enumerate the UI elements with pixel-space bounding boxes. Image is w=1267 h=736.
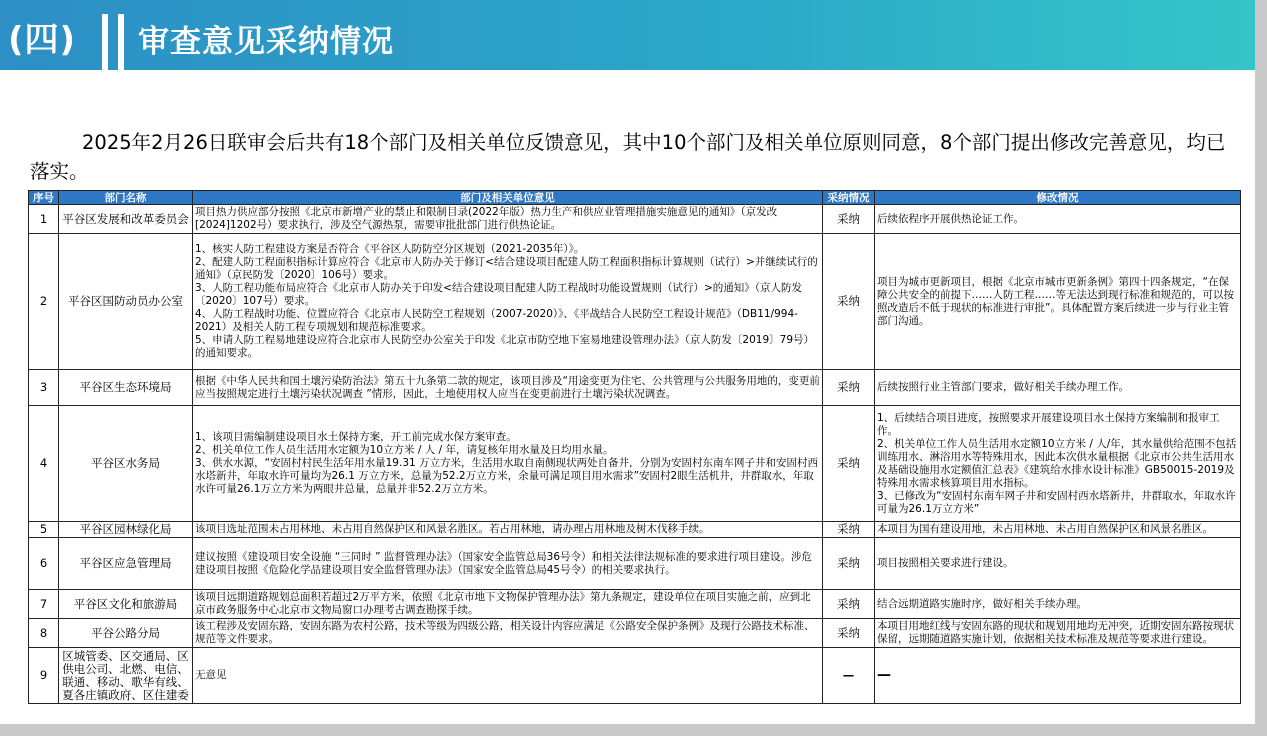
- row-adopt-status: 采纳: [823, 205, 875, 234]
- row-dept-name: 平谷区文化和旅游局: [59, 590, 193, 619]
- slide-frame-bottom: [0, 724, 1267, 736]
- row-change-status: 项目按照相关要求进行建设。: [875, 538, 1241, 590]
- table-row: [29, 370, 1241, 406]
- row-number: 5: [29, 522, 59, 538]
- header-divider-bar: [102, 14, 108, 72]
- row-change-status: 后续依程序开展供热论证工作。: [875, 205, 1241, 234]
- row-number: 9: [29, 648, 59, 704]
- row-dept-name: 平谷区应急管理局: [59, 538, 193, 590]
- row-dept-name: 平谷公路分局: [59, 619, 193, 648]
- row-adopt-status: 采纳: [823, 234, 875, 370]
- row-change-status: —: [875, 648, 1241, 704]
- row-opinion: 建议按照《建设项目安全设施 “三同时 ” 监督管理办法》（国家安全监管总局36号令）和相关法律法规标准的要求进行项目建设。涉危建设项目按照《危险化学品建设项目安全监督管理办法》（国家安全监管总局45号令）的相关要求执行。: [193, 538, 823, 590]
- section-number: (四): [8, 20, 77, 60]
- col-header-opinion: 部门及相关单位意见: [193, 191, 823, 205]
- table-header-row: [29, 191, 1241, 205]
- row-adopt-status: 采纳: [823, 619, 875, 648]
- table-row: [29, 538, 1241, 590]
- col-header-no: 序号: [29, 191, 59, 205]
- row-opinion: 该项目远期道路规划总面积若超过2万平方米，依照《北京市地下文物保护管理办法》第九条规定，建设单位在项目实施之前，应到北京市政务服务中心北京市文物局窗口办理考古调查勘探手续。: [193, 590, 823, 619]
- section-header: [0, 0, 1267, 70]
- slide-frame-right: [1255, 0, 1267, 736]
- row-dept-name: 平谷区国防动员办公室: [59, 234, 193, 370]
- row-change-status: 结合远期道路实施时序，做好相关手续办理。: [875, 590, 1241, 619]
- row-change-status: 本项目为国有建设用地，未占用林地、未占用自然保护区和风景名胜区。: [875, 522, 1241, 538]
- row-adopt-status: 采纳: [823, 370, 875, 406]
- row-change-status: 1、后续结合项目进度，按照要求开展建设项目水土保持方案编制和报审工作。 2、机关单位工作人员生活用水定额10立方米 / 人/年，其水量供给范围不包括训练用水、淋浴用水等特殊用水，因此本次供水量根据《北京市公共生活用水及基础设施用水定额值汇总表》《建筑给水排水设计标准》GB50015-2019及特殊用水需求核算项目用水指标。 3、已修改为“安固村东南车网子井和安固村西水塔新井，井群取水，年取水许可量为26.1万立方米”: [875, 406, 1241, 522]
- row-number: 1: [29, 205, 59, 234]
- table-row: [29, 406, 1241, 522]
- row-change-status: 本项目用地红线与安固东路的现状和规划用地均无冲突，近期安固东路按现状保留，远期随道路实施计划，依据相关技术标准及规范等要求进行建设。: [875, 619, 1241, 648]
- page-title: 审查意见采纳情况: [138, 24, 394, 60]
- row-adopt-status: —: [823, 648, 875, 704]
- row-dept-name: 平谷区园林绿化局: [59, 522, 193, 538]
- col-header-dept: 部门名称: [59, 191, 193, 205]
- row-number: 8: [29, 619, 59, 648]
- table-row: [29, 590, 1241, 619]
- opinion-table: [28, 190, 1241, 704]
- col-header-change: 修改情况: [875, 191, 1241, 205]
- row-number: 7: [29, 590, 59, 619]
- row-opinion: 该项目选址范围未占用林地、未占用自然保护区和风景名胜区。若占用林地，请办理占用林地及树木伐移手续。: [193, 522, 823, 538]
- col-header-adopt: 采纳情况: [823, 191, 875, 205]
- row-dept-name: 区城管委、区交通局、区供电公司、北燃、电信、联通、移动、歌华有线、夏各庄镇政府、区住建委: [59, 648, 193, 704]
- row-dept-name: 平谷区发展和改革委员会: [59, 205, 193, 234]
- row-change-status: 项目为城市更新项目，根据《北京市城市更新条例》第四十四条规定，“在保障公共安全的前提下……人防工程……等无法达到现行标准和规范的，可以按照改造后不低于现状的标准进行审批”。具体配置方案后续进一步与行业主管部门沟通。: [875, 234, 1241, 370]
- row-adopt-status: 采纳: [823, 538, 875, 590]
- row-opinion: 1、核实人防工程建设方案是否符合《平谷区人防防空分区规划（2021-2035年）》。 2、配建人防工程面积指标计算应符合《北京市人防办关于修订<结合建设项目配建人防工程面积指标计算规则（试行）>并继续试行的通知》（京民防发〔2020〕106号）要求。 3、人防工程功能布局应符合《北京市人防办关于印发<结合建设项目配建人防工程战时功能设置规则（试行）>的通知》（京人防发〔2020〕107号）要求。 4、人防工程战时功能、位置应符合《北京市人民防空工程规划（2007-2020）》、《平战结合人民防空工程设计规范》（DB11/994-2021）及相关人防工程专项规划和规范标准要求。 5、申请人防工程易地建设应符合北京市人民防空办公室关于印发《北京市防空地下室易地建设管理办法》（京人防发〔2019〕79号）的通知要求。: [193, 234, 823, 370]
- row-opinion: 根据《中华人民共和国土壤污染防治法》第五十九条第二款的规定，该项目涉及“用途变更为住宅、公共管理与公共服务用地的，变更前应当按照规定进行土壤污染状况调查 ”情形，因此，土地使用权人应当在变更前进行土壤污染状况调查。: [193, 370, 823, 406]
- row-number: 3: [29, 370, 59, 406]
- row-number: 4: [29, 406, 59, 522]
- table-row: [29, 234, 1241, 370]
- row-change-status: 后续按照行业主管部门要求，做好相关手续办理工作。: [875, 370, 1241, 406]
- row-dept-name: 平谷区生态环境局: [59, 370, 193, 406]
- row-adopt-status: 采纳: [823, 590, 875, 619]
- row-opinion: 该工程涉及安固东路，安固东路为农村公路，技术等级为四级公路，相关设计内容应满足《公路安全保护条例》及现行公路技术标准、规范等文件要求。: [193, 619, 823, 648]
- row-opinion: 无意见: [193, 648, 823, 704]
- row-opinion: 1、该项目需编制建设项目水土保持方案，开工前完成水保方案审查。 2、机关单位工作人员生活用水定额为10立方米 / 人 / 年，请复核年用水量及日均用水量。 3、供水水源，“安固村村民生活年用水量19.31 万立方米，生活用水取自南侧现状两处自备井，分别为安固村东南车网子井和安固村西水塔新井，年取水许可量均为26.1 万立方米，总量为52.2万立方米，余量可满足项目用水需求”安固村2眼生活机井，井群取水，年取水许可量26.1万立方米为两眼井总量，总量并非52.2万立方米。: [193, 406, 823, 522]
- row-number: 2: [29, 234, 59, 370]
- table-row: [29, 522, 1241, 538]
- row-number: 6: [29, 538, 59, 590]
- intro-paragraph: 2025年2月26日联审会后共有18个部门及相关单位反馈意见，其中10个部门及相关单位原则同意，8个部门提出修改完善意见，均已落实。: [30, 131, 1226, 183]
- table-row: [29, 205, 1241, 234]
- table-row: [29, 648, 1241, 704]
- row-opinion: 项目热力供应部分按照《北京市新增产业的禁止和限制目录(2022年版）热力生产和供应业管理措施实施意见的通知》（京发改[2024]1202号）要求执行，涉及空气源热泵，需要审批批部门进行供热论证。: [193, 205, 823, 234]
- row-dept-name: 平谷区水务局: [59, 406, 193, 522]
- table-row: [29, 619, 1241, 648]
- row-adopt-status: 采纳: [823, 522, 875, 538]
- row-adopt-status: 采纳: [823, 406, 875, 522]
- header-divider-bar: [118, 14, 124, 72]
